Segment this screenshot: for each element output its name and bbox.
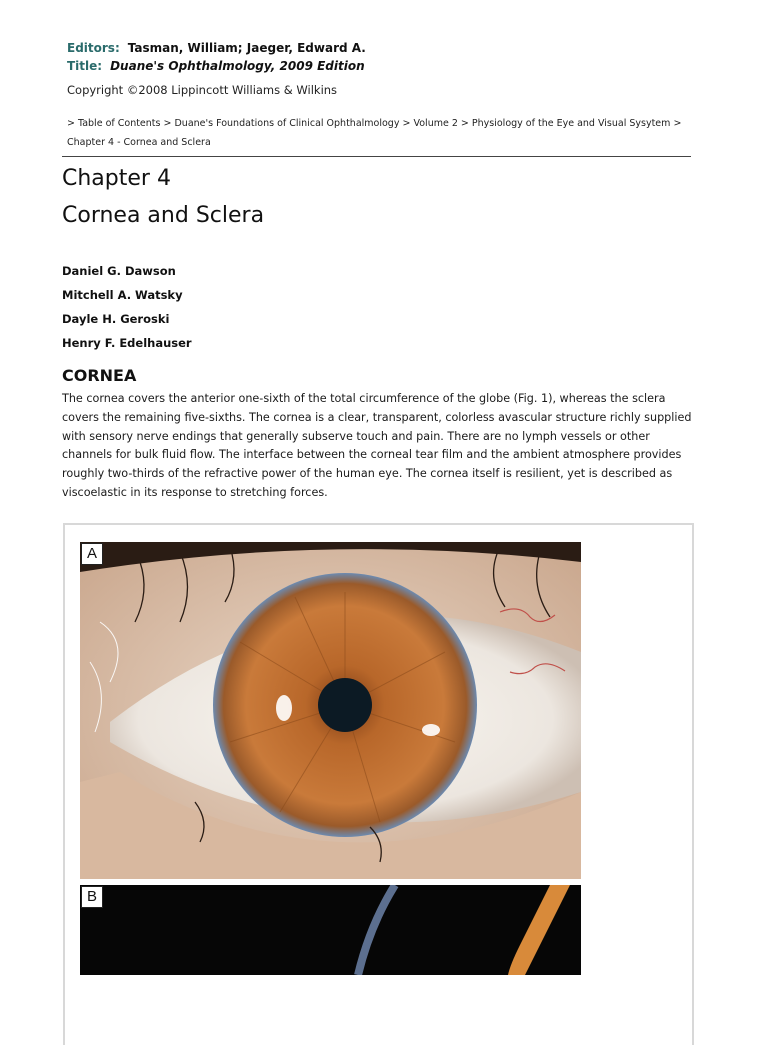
editors-value: Tasman, William; Jaeger, Edward A.	[127, 41, 366, 55]
copyright-notice: Copyright ©2008 Lippincott Williams & Wilkins	[67, 83, 338, 97]
breadcrumb-link-foundations[interactable]: > Duane's Foundations of Clinical Ophthalmology	[163, 118, 400, 129]
breadcrumb-current: Chapter 4 - Cornea and Sclera	[67, 137, 211, 148]
breadcrumb	[67, 114, 687, 152]
slit-lamp-image	[80, 885, 581, 975]
title-value: Duane's Ophthalmology, 2009 Edition	[110, 59, 365, 73]
breadcrumb-separator: >	[673, 118, 682, 129]
author-name: Dayle H. Geroski	[62, 312, 170, 326]
editors-label: Editors:	[67, 41, 120, 55]
figure-panel-a-eye-photo	[80, 542, 581, 879]
header-divider	[62, 156, 691, 157]
title-label: Title:	[67, 59, 103, 73]
panel-b-label: B	[81, 886, 103, 908]
author-name: Daniel G. Dawson	[62, 264, 176, 278]
section-paragraph: The cornea covers the anterior one-sixth of the total circumference of the globe (Fig. 1), whereas the sclera covers the remaining five-sixths. The cornea is a clear, transparent, colorless avascular structure richly supplied with sensory nerve endings that generally subserve touch and pain. There are no lymph vessels or other channels for bulk fluid flow. The interface between the corneal tear film and the ambient atmosphere provides roughly two-thirds of the refractive power of the human eye. The cornea itself is resilient, yet is described as viscoelastic in its response to stretching forces.	[62, 392, 692, 499]
author-name: Mitchell A. Watsky	[62, 288, 183, 302]
editors-line	[67, 40, 366, 56]
breadcrumb-link-physiology[interactable]: > Physiology of the Eye and Visual Sysytem	[460, 118, 671, 129]
author-list	[62, 262, 192, 358]
chapter-number: Chapter 4	[62, 166, 171, 191]
eye-photo-image	[80, 542, 581, 879]
figure-panel-b-slit-lamp	[80, 885, 581, 975]
author-name: Henry F. Edelhauser	[62, 336, 192, 350]
section-heading: CORNEA	[62, 366, 137, 385]
breadcrumb-link-volume[interactable]: > Volume 2	[402, 118, 458, 129]
chapter-title: Cornea and Sclera	[62, 203, 265, 228]
panel-a-label: A	[81, 543, 103, 565]
breadcrumb-link-toc[interactable]: > Table of Contents	[67, 118, 161, 129]
title-line	[67, 58, 365, 74]
